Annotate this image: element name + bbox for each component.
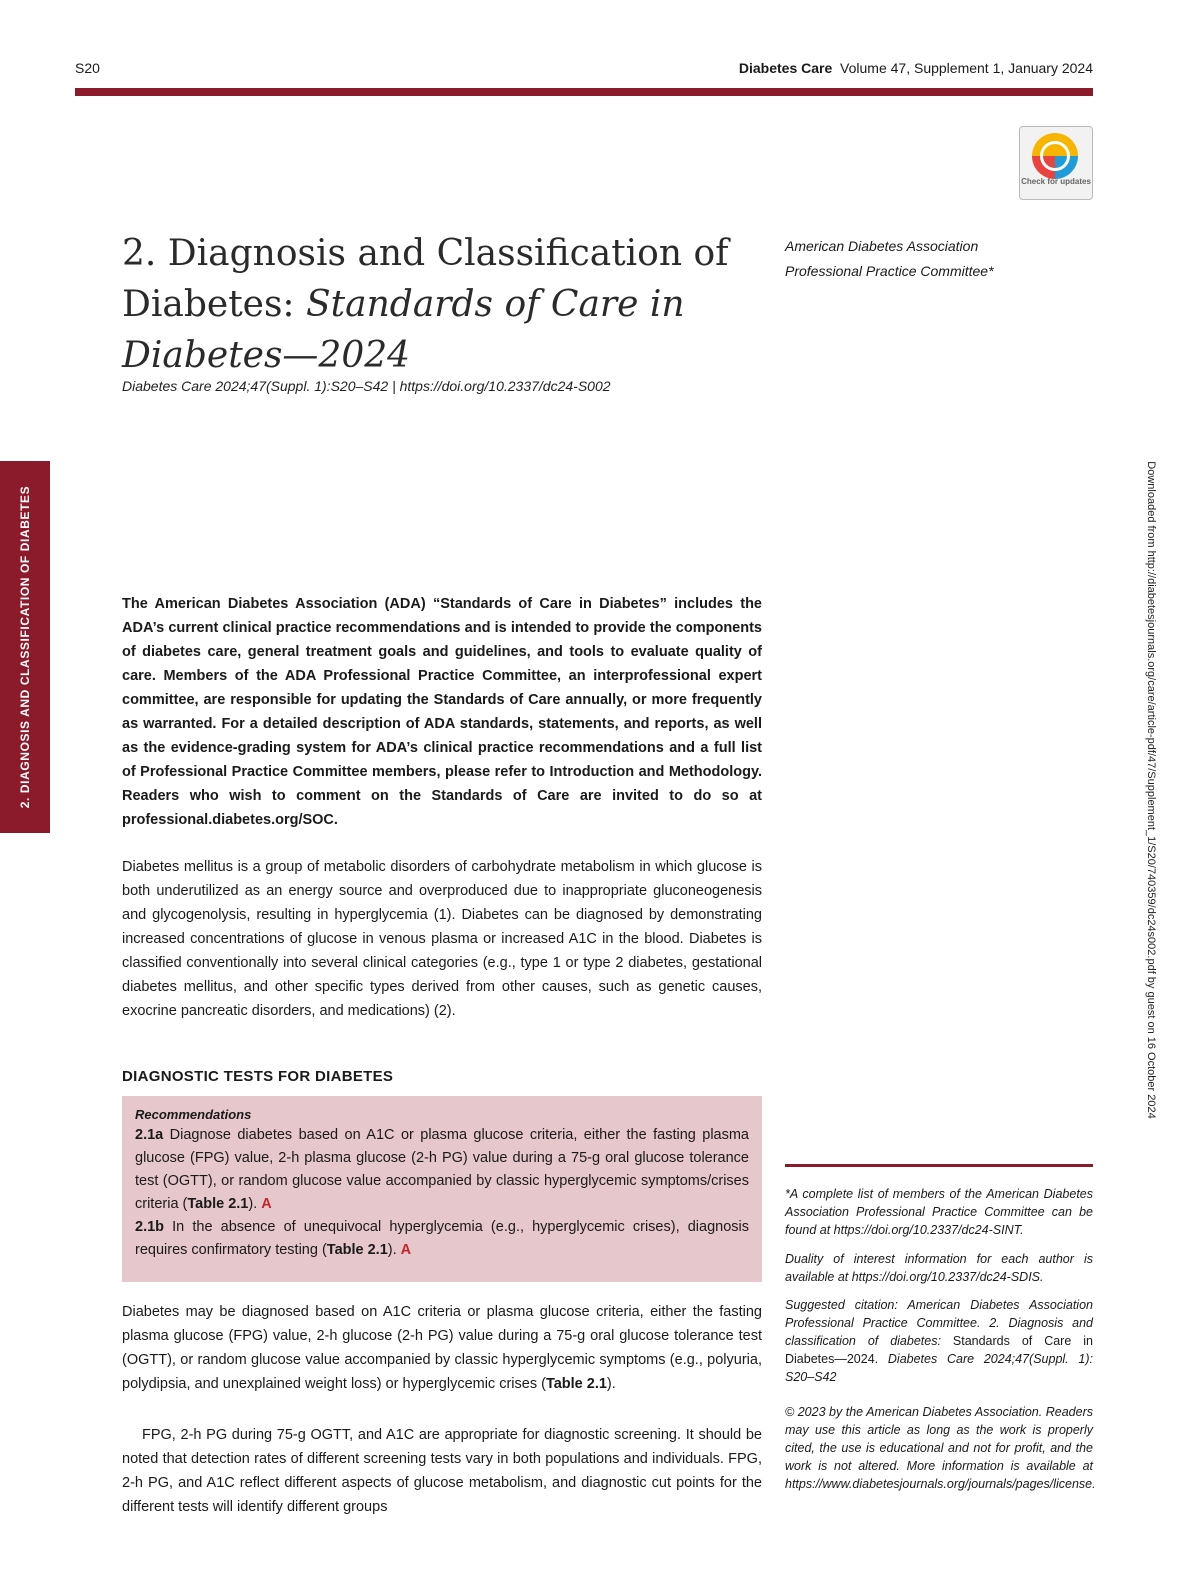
table-ref-link[interactable]: Table 2.1 — [545, 1376, 607, 1392]
title-line1: 2. Diagnosis and Classification of — [122, 233, 729, 274]
body-paragraph-2 — [122, 1300, 762, 1396]
author-block — [785, 234, 1085, 284]
crossmark-ring-icon — [1040, 141, 1070, 171]
author-line1: American Diabetes Association — [785, 238, 979, 254]
intro-paragraph: Diabetes mellitus is a group of metabolic disorders of carbohydrate metabolism in which glucose is both underutilized as an energy source and overproduced due to inappropriate gluconeogenesis and glycogenolysis, resulting in hyperglycemia (1). Diabetes can be diagnosed by demonstrating increased concentrations of glucose in venous plasma or increased A1C in the blood. Diabetes is classified conventionally into several clinical categories (e.g., type 1 or type 2 diabetes, gestational diabetes mellitus, and other specific types derived from other causes, such as genetic causes, exocrine pancreatic disorders, and medications) (2). — [122, 859, 762, 1019]
section-heading: DIAGNOSTIC TESTS FOR DIABETES — [122, 1068, 394, 1085]
footnote-copyright: © 2023 by the American Diabetes Association. Readers may use this article as long as the work is properly cited, the use is educational and not for profit, and the work is not altered. More information is available at https://www.diabetesjournals.org/journals/pages/license. — [785, 1405, 1096, 1491]
table-ref-link[interactable]: Table 2.1 — [326, 1242, 388, 1258]
footnote-rule — [785, 1164, 1093, 1167]
journal-header — [739, 60, 1093, 76]
evidence-grade: A — [400, 1242, 412, 1258]
recommendation-2-1a — [135, 1124, 749, 1216]
check-for-updates-badge[interactable] — [1019, 126, 1093, 200]
body-paragraph-3: FPG, 2-h PG during 75-g OGTT, and A1C are appropriate for diagnostic screening. It should be noted that detection rates of different screening tests vary in both populations and individuals. FPG, 2-h PG, and A1C reflect different aspects of glucose metabolism, and diagnostic cut points for the different tests will identify different groups — [122, 1427, 762, 1515]
evidence-grade: A — [261, 1196, 272, 1212]
table-ref-link[interactable]: Table 2.1 — [187, 1196, 249, 1212]
rec-end: ). — [387, 1242, 401, 1258]
suggested-citation-a: Suggested citation: American Diabetes Association Professional Practice Committee. 2. Diagnosis and classification of diabetes: — [785, 1298, 1093, 1348]
suggested-citation-b: Standards of Care in Diabetes—2024. — [785, 1334, 1093, 1366]
footnote-suggested-citation — [785, 1296, 1093, 1386]
rec-text: In the absence of unequivocal hyperglycemia (e.g., hyperglycemic crises), diagnosis requires confirmatory testing ( — [135, 1219, 749, 1258]
title-line2-italic: Standards of Care in — [306, 284, 685, 325]
badge-label: Check for updates — [1021, 177, 1091, 186]
sidebar-label: 2. DIAGNOSIS AND CLASSIFICATION OF DIABETES — [18, 485, 32, 809]
recommendation-2-1b — [135, 1216, 749, 1262]
journal-name: Diabetes Care — [738, 60, 833, 76]
download-notice — [1140, 420, 1162, 1160]
download-notice-text: Downloaded from http://diabetesjournals.org/care/article-pdf/47/Supplement_1/S20/740359/dc24s002.pdf by guest on 16 October 2024 — [1145, 461, 1157, 1119]
rec-text: Diagnose diabetes based on A1C or plasma glucose criteria, either the fasting plasma glucose (FPG) value, 2-h plasma glucose (2-h PG) value during a 75-g oral glucose tolerance test (OGTT), or random glucose value accompanied by classic hyperglycemic symptoms/crises criteria ( — [135, 1127, 749, 1212]
page-number: S20 — [75, 60, 100, 76]
rec-end: ). — [248, 1196, 262, 1212]
header-rule — [75, 88, 1093, 96]
title-line2-plain: Diabetes: — [122, 284, 307, 325]
recommendations-title: Recommendations — [135, 1107, 252, 1122]
rec-id: 2.1a — [135, 1127, 164, 1143]
para2-text: Diabetes may be diagnosed based on A1C criteria or plasma glucose criteria, either the fasting plasma glucose (FPG) value, 2-h glucose (2-h PG) value during a 75-g oral glucose tolerance test (OGTT), or random glucose value accompanied by classic hyperglycemic symptoms (e.g., polyuria, polydipsia, and unexplained weight loss) or hyperglycemic crises ( — [122, 1304, 762, 1392]
section-sidebar-tab — [0, 461, 50, 833]
recommendations-box — [122, 1096, 762, 1282]
title-line3-italic: Diabetes—2024 — [122, 335, 411, 376]
suggested-citation-c: Diabetes Care 2024;47(Suppl. 1): S20–S42 — [785, 1352, 1093, 1384]
citation-line[interactable]: Diabetes Care 2024;47(Suppl. 1):S20–S42 | https://doi.org/10.2337/dc24-S002 — [122, 378, 611, 394]
footnote-members: *A complete list of members of the American Diabetes Association Professional Practice Committee can be found at https://doi.org/10.2337/dc24-SINT. — [785, 1187, 1093, 1237]
rec-id: 2.1b — [135, 1219, 165, 1235]
author-line2: Professional Practice Committee* — [785, 263, 994, 279]
article-title — [122, 228, 772, 381]
para2-end: ). — [606, 1376, 616, 1392]
footnote-duality: Duality of interest information for each author is available at https://doi.org/10.2337/dc24-SDIS. — [785, 1252, 1093, 1284]
journal-issue: Volume 47, Supplement 1, January 2024 — [840, 60, 1093, 76]
abstract: The American Diabetes Association (ADA) “Standards of Care in Diabetes” includes the ADA’s current clinical practice recommendations and is intended to provide the components of diabetes care, general treatment goals and guidelines, and tools to evaluate quality of care. Members of the ADA Professional Practice Committee, an interprofessional expert committee, are responsible for updating the Standards of Care annually, or more frequently as warranted. For a detailed description of ADA standards, statements, and reports, as well as the evidence-grading system for ADA’s clinical practice recommendations and a full list of Professional Practice Committee members, please refer to Introduction and Methodology. Readers who wish to comment on the Standards of Care are invited to do so at professional.diabetes.org/SOC. — [122, 596, 762, 828]
